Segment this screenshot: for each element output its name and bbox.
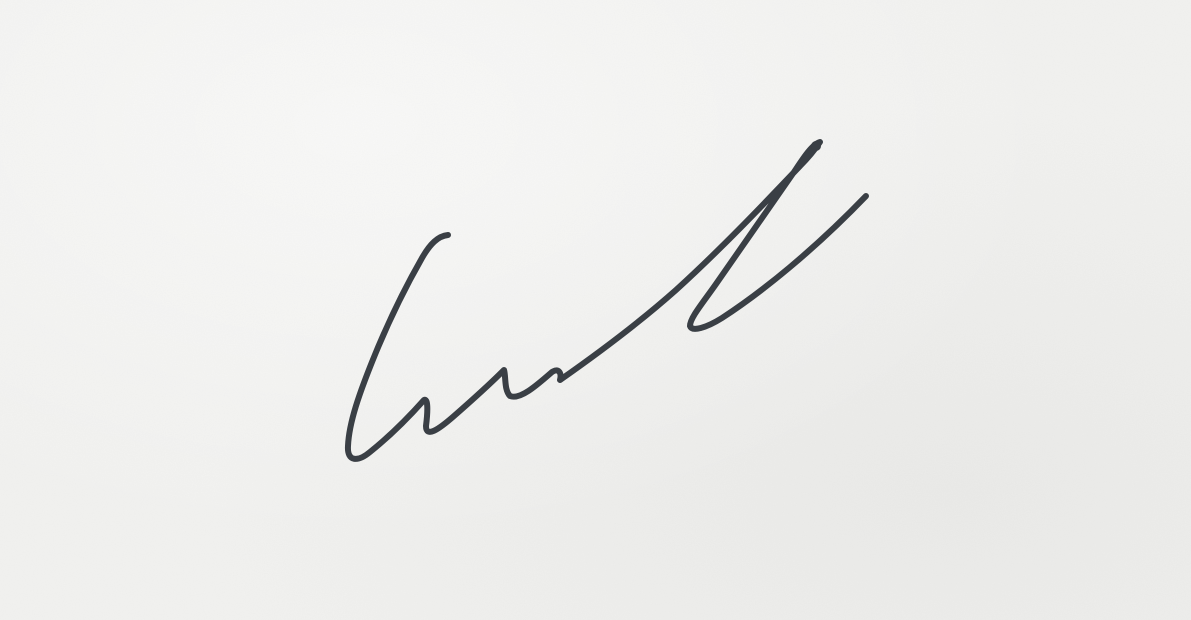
signature-pen-blot [811,141,821,151]
